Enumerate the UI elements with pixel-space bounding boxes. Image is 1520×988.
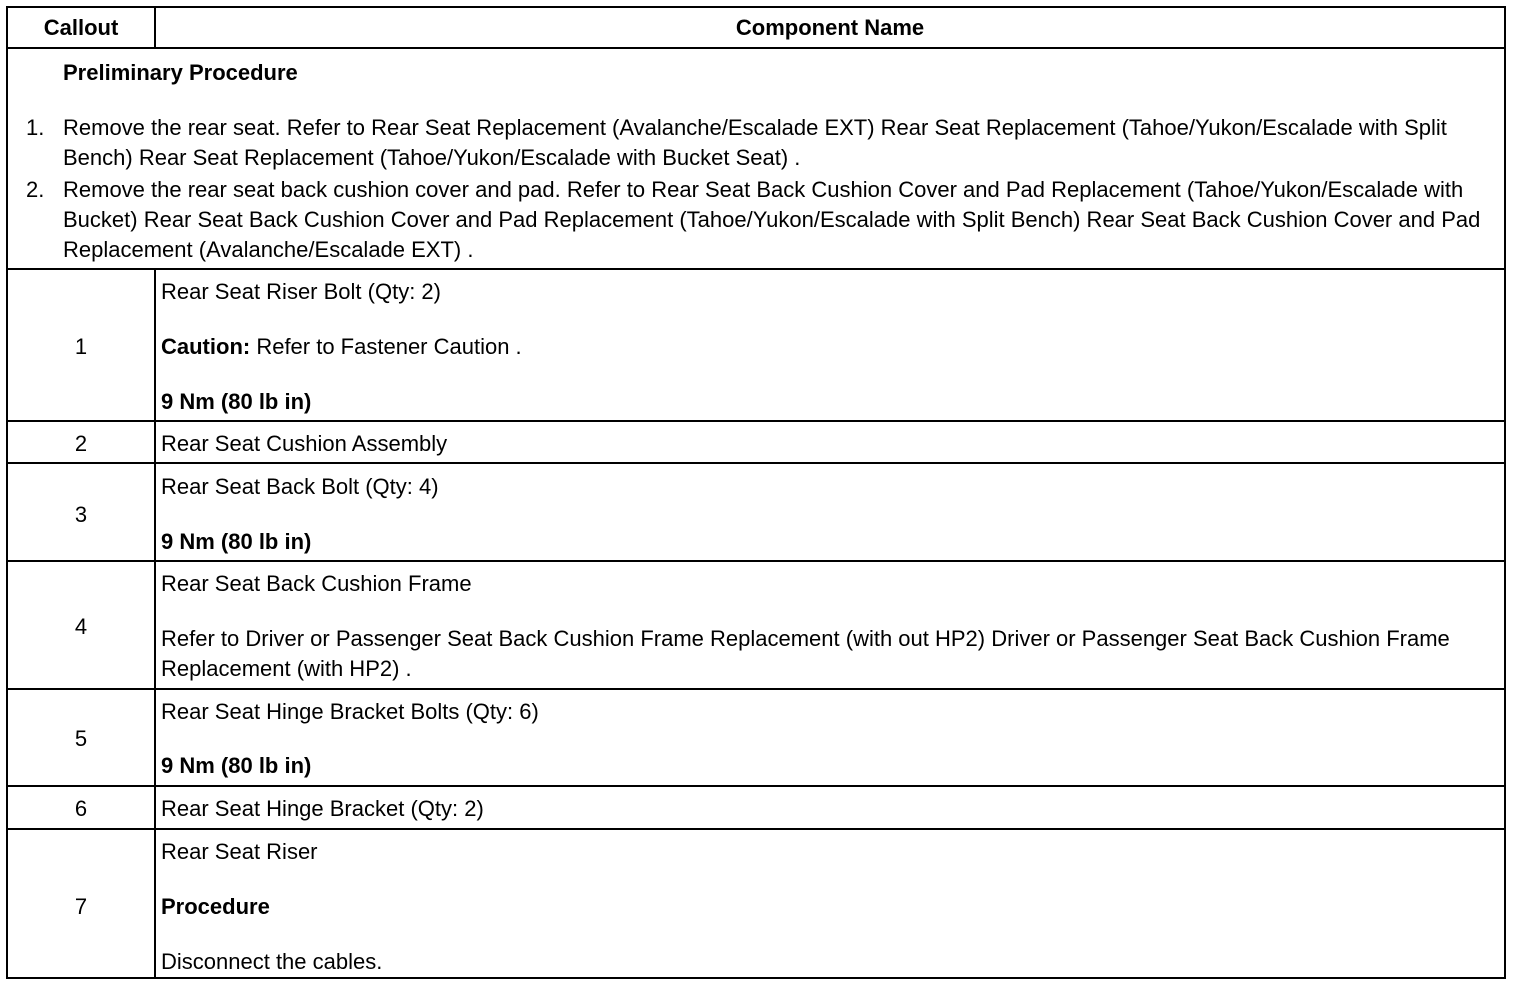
row-divider [8, 688, 1504, 690]
step-text: Remove the rear seat. Refer to Rear Seat Replacement (Avalanche/Escalade EXT) Rear Seat Replacement (Tahoe/Yukon/Escalade with Split Bench) Rear Seat Replacement (Tahoe/Yukon/Escalade with Bucket Seat) . [63, 115, 1447, 170]
row-divider [8, 560, 1504, 562]
component-name: Rear Seat Hinge Bracket Bolts (Qty: 6) [161, 699, 539, 724]
preliminary-procedure-title: Preliminary Procedure [63, 60, 298, 85]
step-number: 1. [26, 115, 45, 140]
row-divider [8, 47, 1504, 49]
component-table [6, 6, 1506, 979]
torque-spec: 9 Nm (80 lb in) [161, 389, 312, 414]
callout-number: 1 [74, 334, 88, 359]
component-name: Rear Seat Riser Bolt (Qty: 2) [161, 279, 441, 304]
component-name: Rear Seat Cushion Assembly [161, 431, 448, 456]
row-divider [8, 785, 1504, 787]
procedure-label: Procedure [161, 894, 270, 919]
callout-number: 5 [74, 726, 88, 751]
header-callout: Callout [43, 15, 119, 40]
header-component-name: Component Name [735, 15, 925, 40]
component-name: Rear Seat Riser [161, 839, 318, 864]
step-text: Remove the rear seat back cushion cover and pad. Refer to Rear Seat Back Cushion Cover and Pad Replacement (Tahoe/Yukon/Escalade with Bucket) Rear Seat Back Cushion Cover and Pad Replacement (Tahoe/Yukon/Escalade with Split Bench) Rear Seat Back Cushion Cover and Pad Replacement (Avalanche/Escalade EXT) . [63, 177, 1481, 262]
component-name: Rear Seat Back Cushion Frame [161, 571, 472, 596]
callout-number: 7 [74, 894, 88, 919]
preliminary-step [26, 113, 1484, 173]
callout-number: 6 [74, 796, 88, 821]
callout-number: 4 [74, 614, 88, 639]
reference-note: Refer to Driver or Passenger Seat Back Cushion Frame Replacement (with out HP2) Driver or Passenger Seat Back Cushion Frame Replacement (with HP2) . [161, 626, 1450, 681]
preliminary-step [26, 175, 1484, 265]
component-name: Rear Seat Back Bolt (Qty: 4) [161, 474, 439, 499]
callout-number: 3 [74, 502, 88, 527]
caution-text: Refer to Fastener Caution . [250, 334, 522, 359]
column-divider [154, 268, 156, 977]
torque-spec: 9 Nm (80 lb in) [161, 529, 312, 554]
row-divider [8, 828, 1504, 830]
row-divider [8, 420, 1504, 422]
caution-note [161, 332, 1494, 362]
callout-number: 2 [74, 431, 88, 456]
caution-label: Caution: [161, 334, 251, 359]
row-divider [8, 462, 1504, 464]
component-name: Rear Seat Hinge Bracket (Qty: 2) [161, 796, 484, 821]
torque-spec: 9 Nm (80 lb in) [161, 753, 312, 778]
procedure-text: Disconnect the cables. [161, 949, 383, 974]
row-divider [8, 268, 1504, 270]
step-number: 2. [26, 177, 45, 202]
